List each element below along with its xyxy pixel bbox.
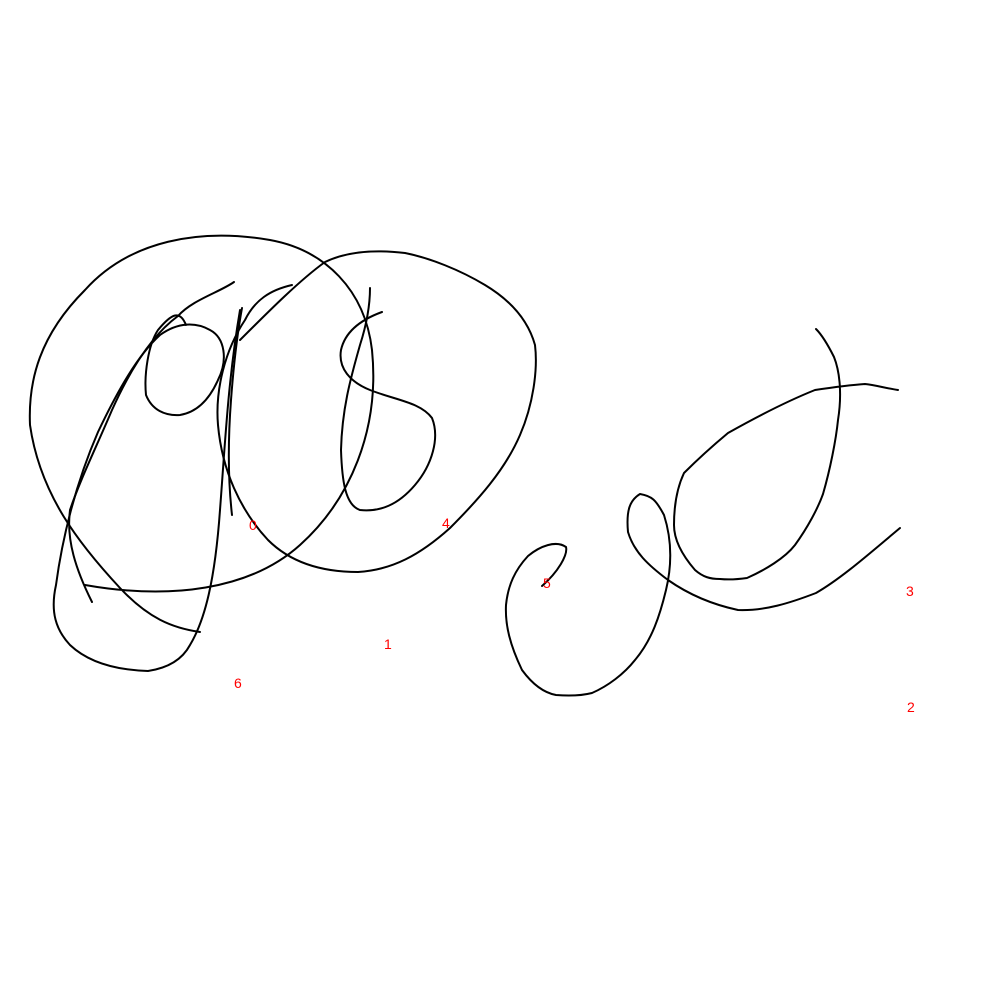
label-0: 0 — [249, 517, 257, 533]
label-4: 4 — [442, 515, 450, 531]
label-2: 2 — [907, 699, 915, 715]
stroke-spiral — [506, 494, 900, 696]
label-6: 6 — [234, 675, 242, 691]
stroke-large-loop — [30, 236, 373, 632]
stroke-s-shape — [341, 288, 436, 510]
stroke-q-shape — [54, 310, 240, 671]
label-3: 3 — [906, 583, 914, 599]
stroke-middle-loop — [217, 251, 535, 572]
label-5: 5 — [543, 575, 551, 591]
label-1: 1 — [384, 636, 392, 652]
stroke-teardrop — [674, 329, 898, 579]
